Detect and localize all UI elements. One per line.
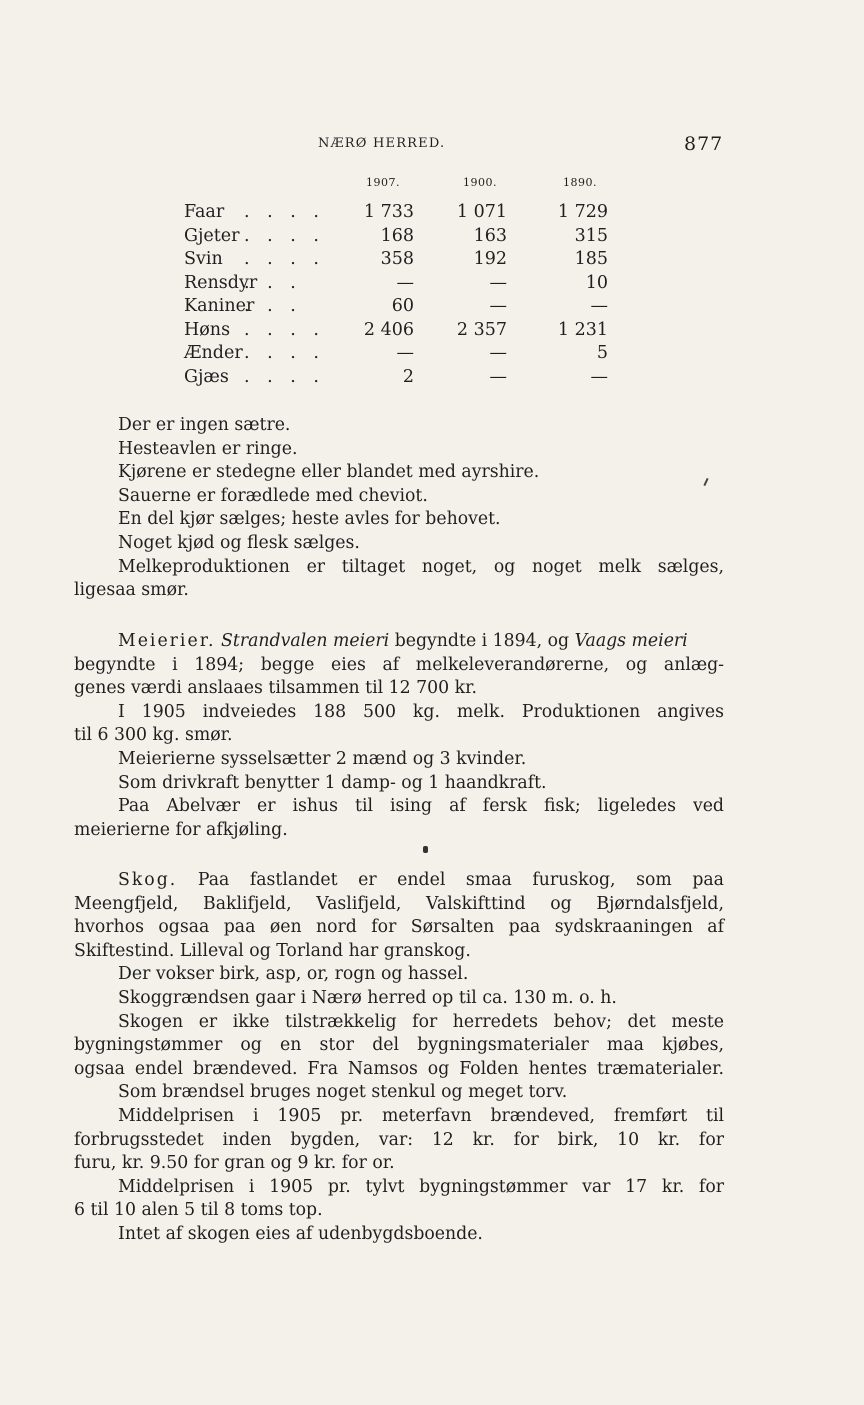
value-1907: —: [396, 343, 414, 363]
year-header-1900: 1900.: [463, 176, 497, 189]
table-row: [0, 273, 864, 297]
text-line: Sauerne er forædlede med cheviot.: [118, 485, 428, 506]
text-line: begyndte i 1894; begge eies af melkeleverandørerne, og anlæg-: [74, 654, 724, 675]
leader-dots: . . . .: [244, 225, 325, 246]
value-1907: 168: [380, 225, 414, 246]
inline-text: begyndte i 1894, og: [394, 631, 570, 651]
value-1907: —: [396, 272, 414, 293]
section-heading-meierier: Meierier.: [118, 631, 216, 651]
text-line-meierier: [118, 630, 688, 654]
table-row: [0, 226, 864, 250]
running-title: NÆRØ HERRED.: [318, 136, 446, 151]
text-line: Middelprisen i 1905 pr. tylvt bygningstømmer var 17 kr. for: [118, 1176, 724, 1197]
text-line: En del kjør sælges; heste avles for behovet.: [118, 509, 501, 530]
leader-dots: . . .: [244, 296, 302, 316]
value-1900: 2 357: [456, 319, 507, 340]
italic-vaags: Vaags meieri: [574, 631, 688, 651]
text-line: furu, kr. 9.50 for gran og 9 kr. for or.: [74, 1153, 395, 1174]
text-line: forbrugsstedet inden bygden, var: 12 kr. for birk, 10 kr. for: [74, 1129, 724, 1150]
text-line: til 6 300 kg. smør.: [74, 725, 233, 746]
value-1907: 358: [380, 249, 414, 269]
text-line: I 1905 indveiedes 188 500 kg. melk. Produktionen angives: [118, 701, 724, 722]
leader-dots: . . . .: [244, 202, 325, 222]
text-line: Meierierne sysselsætter 2 mænd og 3 kvinder.: [118, 749, 527, 769]
text-line: Paa Abelvær er ishus til ising af fersk fisk; ligeledes ved: [118, 796, 724, 817]
value-1890: 1 729: [557, 202, 608, 222]
page-number: 877: [684, 133, 724, 155]
ink-tick-mark: [703, 478, 708, 486]
text-line: Noget kjød og flesk sælges.: [118, 533, 360, 553]
leader-dots: . . . .: [244, 366, 325, 387]
text-line: genes værdi anslaaes tilsammen til 12 700 kr.: [74, 678, 477, 699]
text-line: Melkeproduktionen er tiltaget noget, og noget melk sælges,: [118, 556, 724, 577]
value-1890: 185: [574, 249, 608, 269]
animal-name: Gjeter: [184, 225, 240, 246]
value-1900: —: [489, 343, 507, 363]
section-heading-skog: Skog.: [118, 870, 178, 890]
text-line: Skiftestind. Lilleval og Torland har granskog.: [74, 940, 471, 961]
leader-dots: . . . .: [244, 319, 325, 340]
table-row: [0, 367, 864, 391]
animal-name: Ænder: [184, 343, 243, 363]
value-1900: 1 071: [456, 202, 507, 222]
text-line: Skogen er ikke tilstrækkelig for herredets behov; det meste: [118, 1011, 724, 1032]
text-line: 6 til 10 alen 5 til 8 toms top.: [74, 1200, 323, 1221]
text-line: Intet af skogen eies af udenbygdsboende.: [118, 1224, 483, 1244]
value-1907: 60: [391, 296, 414, 316]
italic-strandvalen: Strandvalen meieri: [221, 631, 390, 651]
text-line: Meengfjeld, Baklifjeld, Vaslifjeld, Valskifttind og Bjørndalsfjeld,: [74, 893, 724, 914]
text-line: hvorhos ogsaa paa øen nord for Sørsalten paa sydskraaningen af: [74, 917, 724, 938]
table-row: [0, 202, 864, 226]
text-line: Kjørene er stedegne eller blandet med ayrshire.: [118, 462, 540, 483]
animal-name: Rensdyr: [184, 272, 258, 293]
text-line: Der er ingen sætre.: [118, 415, 291, 435]
text-line: Der vokser birk, asp, or, rogn og hassel.: [118, 964, 469, 985]
table-row: [0, 296, 864, 320]
text-line: Middelprisen i 1905 pr. meterfavn brændeved, fremført til: [118, 1106, 724, 1126]
text-line-skog: [118, 869, 724, 893]
animal-name: Gjæs: [184, 366, 229, 387]
text-line: Hesteavlen er ringe.: [118, 438, 298, 459]
value-1890: —: [590, 366, 608, 387]
text-line: ligesaa smør.: [74, 580, 189, 601]
animal-name: Kaniner: [184, 296, 255, 316]
value-1907: 1 733: [363, 202, 414, 222]
value-1907: 2: [402, 366, 414, 387]
value-1890: 10: [585, 272, 608, 293]
value-1890: 5: [596, 343, 608, 363]
leader-dots: . . .: [244, 272, 302, 293]
table-row: [0, 343, 864, 367]
text-line: Som brændsel bruges noget stenkul og meget torv.: [118, 1082, 568, 1103]
text-line: meierierne for afkjøling.: [74, 819, 288, 840]
text-line: Skoggrændsen gaar i Nærø herred op til ca. 130 m. o. h.: [118, 988, 617, 1008]
value-1890: —: [590, 296, 608, 316]
page-header: [0, 133, 864, 157]
leader-dots: . . . .: [244, 343, 325, 363]
table-row: [0, 320, 864, 344]
value-1900: —: [489, 296, 507, 316]
value-1900: 163: [473, 225, 507, 246]
animal-name: Svin: [184, 249, 223, 269]
text-line: bygningstømmer og en stor del bygningsmaterialer maa kjøbes,: [74, 1035, 724, 1056]
animal-name: Høns: [184, 319, 231, 340]
text-line: ogsaa endel brændeved. Fra Namsos og Folden hentes træmaterialer.: [74, 1058, 724, 1079]
value-1900: —: [489, 272, 507, 293]
table-row: [0, 249, 864, 273]
value-1900: —: [489, 366, 507, 387]
year-header-1907: 1907.: [366, 176, 400, 189]
value-1900: 192: [473, 249, 507, 269]
ink-dot-mark: [423, 846, 428, 853]
value-1890: 1 231: [557, 319, 608, 340]
value-1890: 315: [574, 225, 608, 246]
animal-name: Faar: [184, 202, 225, 222]
inline-text: Paa fastlandet er endel smaa furuskog, som paa: [197, 870, 724, 890]
year-header-1890: 1890.: [563, 176, 597, 189]
value-1907: 2 406: [363, 319, 414, 340]
text-line: Som drivkraft benytter 1 damp- og 1 haandkraft.: [118, 772, 547, 793]
leader-dots: . . . .: [244, 249, 325, 269]
